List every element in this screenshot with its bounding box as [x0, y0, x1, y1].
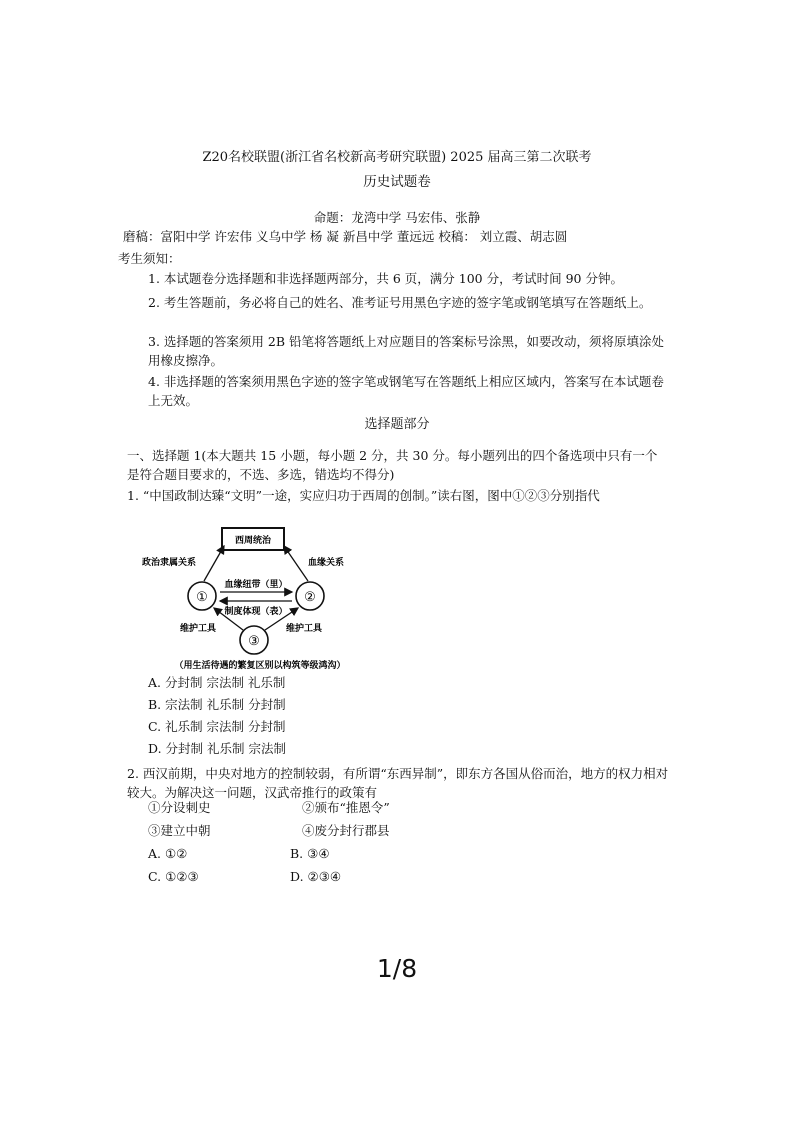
- exam-subtitle: 历史试题卷: [363, 174, 431, 190]
- notice-heading: 考生须知：: [118, 251, 181, 266]
- q2-option-c: C. ①②③: [148, 869, 199, 884]
- q2-choice-4: ④废分封行郡县: [302, 823, 390, 838]
- q2-choice-1: ①分设刺史: [148, 800, 211, 815]
- q1-diagram: [140, 522, 380, 672]
- q1-option-b: B. 宗法制 礼乐制 分封制: [148, 697, 286, 712]
- q2-choice-2: ②颁布“推恩令”: [302, 800, 390, 815]
- diagram-right-bottom-label: 维护工具: [286, 624, 323, 634]
- diagram-arrow-bottom-label: 制度体现（表）: [224, 607, 288, 617]
- diagram-right-top-label: 血缘关系: [308, 558, 345, 568]
- section-title: 选择题部分: [364, 417, 430, 432]
- q2-option-a: A. ①②: [148, 846, 188, 861]
- q1-stem: 1. “中国政制达臻“文明”一途，实应归功于西周的创制。”读右图，图中①②③分别指代: [127, 488, 600, 503]
- authors-line: 命题：龙湾中学 马宏伟、张静: [313, 210, 481, 225]
- diagram-left-bottom-label: 维护工具: [180, 624, 217, 634]
- page-number: 1/8: [376, 954, 418, 983]
- q1-option-a: A. 分封制 宗法制 礼乐制: [148, 675, 286, 690]
- notice-item-3: 3. 选择题的答案须用 2B 铅笔将答题纸上对应题目的答案标号涂黑，如要改动，须将原填涂处用橡皮擦净。: [148, 334, 664, 368]
- diagram-top-box-label: 西周统治: [234, 536, 272, 546]
- notice-item-1: 1. 本试题卷分选择题和非选择题两部分，共 6 页，满分 100 分，考试时间 90 分钟。: [148, 271, 623, 286]
- diagram-arrow-top-label: 血缘纽带（里）: [224, 580, 288, 590]
- exam-title: Z20名校联盟(浙江省名校新高考研究联盟) 2025 届高三第二次联考: [202, 150, 592, 165]
- notice-item-2: 2. 考生答题前，务必将自己的姓名、准考证号用黑色字迹的签字笔或钢笔填写在答题纸上。: [148, 295, 652, 310]
- q1-option-c: C. 礼乐制 宗法制 分封制: [148, 719, 286, 734]
- reviewers-line: 磨稿：富阳中学 许宏伟 义乌中学 杨 凝 新昌中学 董远远 校稿： 刘立霞、胡志圆: [123, 229, 568, 244]
- diagram-node-2-label: ②: [304, 590, 316, 605]
- diagram-node-3-label: ③: [248, 634, 260, 649]
- q2-option-b: B. ③④: [290, 846, 330, 861]
- q2-stem: 2. 西汉前期，中央对地方的控制较弱，有所谓“东西异制”，即东方各国从俗而治，地方的权力相对较大。为解决这一问题，汉武帝推行的政策有: [127, 766, 669, 800]
- diagram-left-top-label: 政治隶属关系: [142, 558, 197, 568]
- diagram-caption: （用生活待遇的繁复区别以构筑等级鸿沟）: [174, 661, 346, 671]
- q1-option-d: D. 分封制 礼乐制 宗法制: [148, 741, 286, 756]
- q2-choice-3: ③建立中朝: [148, 823, 211, 838]
- diagram-node-1-label: ①: [196, 590, 208, 605]
- notice-item-4: 4. 非选择题的答案须用黑色字迹的签字笔或钢笔写在答题纸上相应区域内，答案写在本试题卷上无效。: [148, 374, 664, 408]
- part1-intro: 一、选择题 1(本大题共 15 小题，每小题 2 分，共 30 分。每小题列出的四个备选项中只有一个是符合题目要求的，不选、多选，错选均不得分): [127, 448, 658, 482]
- q2-option-d: D. ②③④: [290, 869, 342, 884]
